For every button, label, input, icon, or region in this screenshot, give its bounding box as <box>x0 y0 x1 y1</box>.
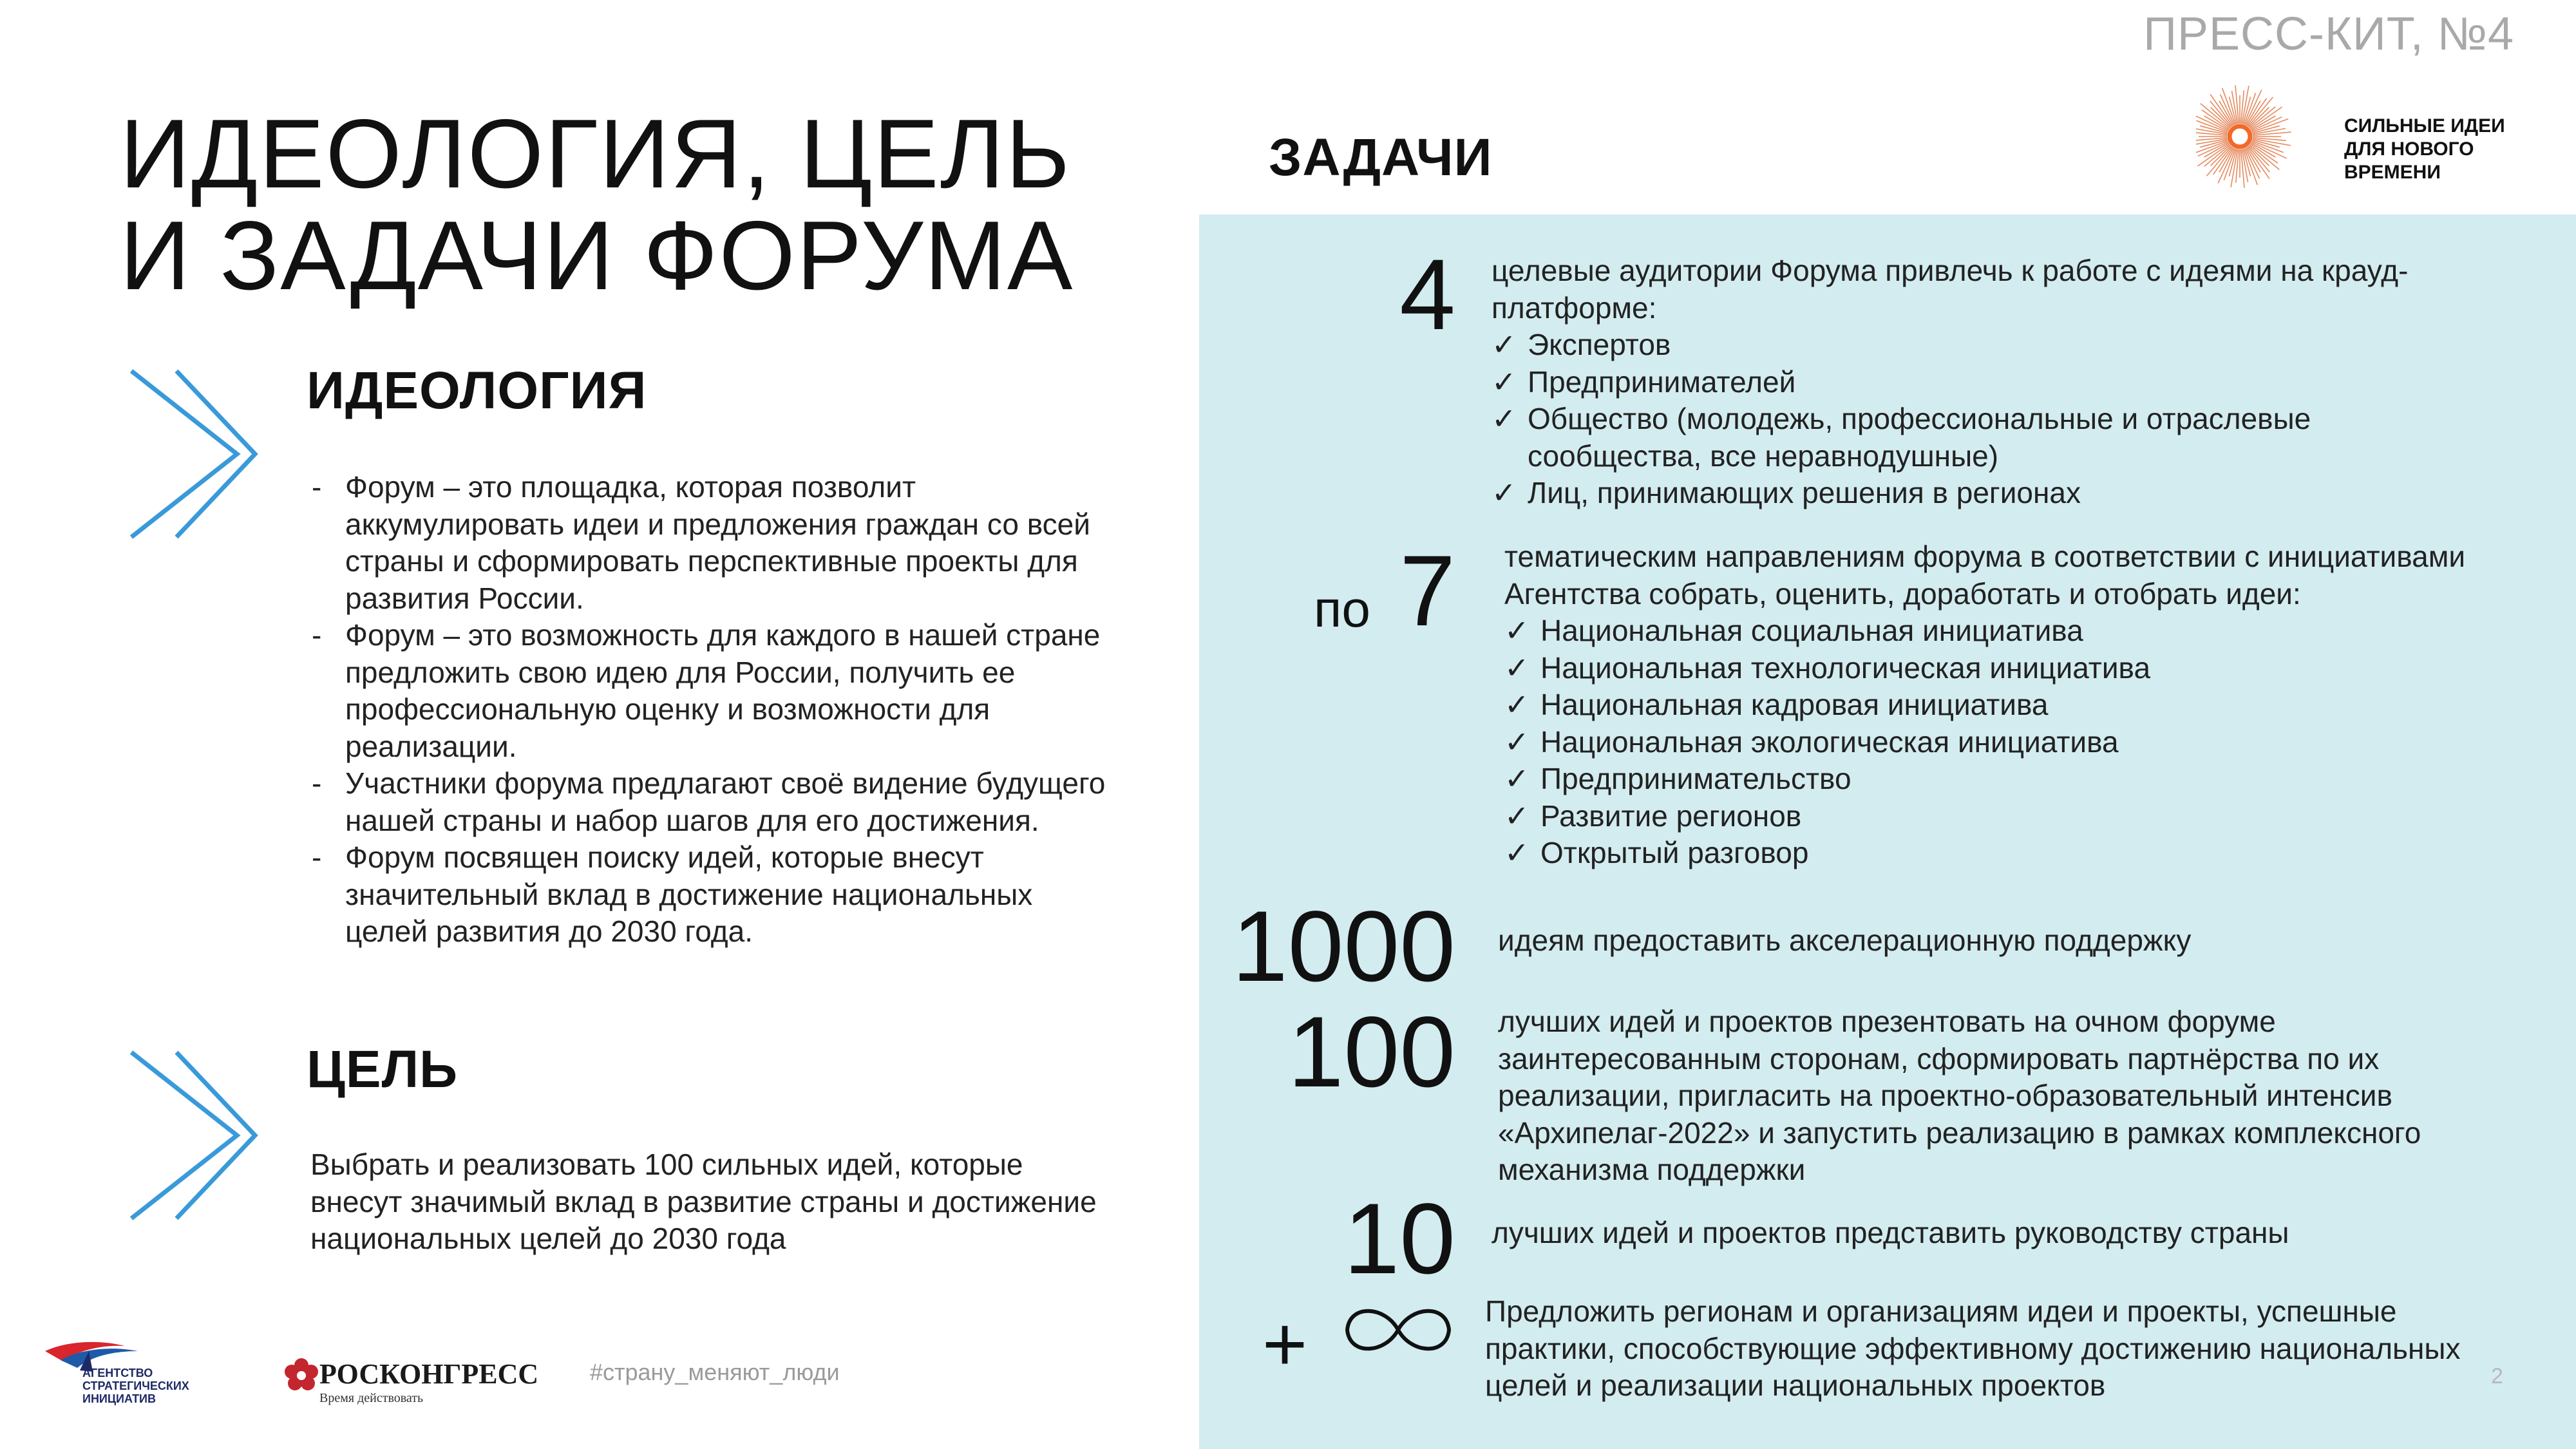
list-item: - Участники форума предлагают своё видение будущего нашей страны и набор шагов для его достижения. <box>312 765 1117 839</box>
hashtag: #страну_меняют_люди <box>590 1359 840 1385</box>
page-title-line-2: И ЗАДАЧИ ФОРУМА <box>120 201 1074 310</box>
task-3-number: 1000 <box>1231 891 1455 1003</box>
ideology-list <box>312 469 1117 951</box>
list-item: ✓ Национальная социальная инициатива <box>1504 612 2496 650</box>
task-1-number: 4 <box>1399 239 1455 351</box>
task-5-text: лучших идей и проектов представить руководству страны <box>1492 1216 2289 1249</box>
asi-logo-text <box>82 1367 189 1405</box>
task-6-text: Предложить регионам и организациям идеи и проекты, успешные практики, способствующие эффективному достижению национальных целей и реализации национальных проектов <box>1485 1294 2461 1402</box>
page-title-line-1: ИДЕОЛОГИЯ, ЦЕЛЬ <box>120 99 1072 209</box>
task-2-text: тематическим направлениям форума в соответствии с инициативами Агентства собрать, оценить, доработать и отобрать идеи: <box>1504 540 2466 611</box>
ideology-heading: ИДЕОЛОГИЯ <box>307 361 647 420</box>
list-item: ✓ Национальная экологическая инициатива <box>1504 724 2496 761</box>
task-1 <box>1492 252 2483 512</box>
list-item: ✓ Национальная кадровая инициатива <box>1504 687 2496 724</box>
goal-text: Выбрать и реализовать 100 сильных идей, которые внесут значимый вклад в развитие страны и достижение национальных целей до 2030 года <box>310 1148 1097 1255</box>
asi-line-3: ИНИЦИАТИВ <box>82 1392 156 1405</box>
list-item: ✓ Лиц, принимающих решения в регионах <box>1492 475 2483 512</box>
roscongress-slogan: Время действовать <box>319 1391 424 1405</box>
asi-line-1: АГЕНТСТВО <box>82 1367 153 1379</box>
task-2 <box>1504 538 2496 872</box>
roscongress-flower-icon <box>282 1356 321 1395</box>
task-4-number: 100 <box>1287 996 1455 1108</box>
roscongress-name: РОСКОНГРЕСС <box>319 1358 539 1390</box>
task-5-number: 10 <box>1343 1183 1455 1295</box>
press-kit-label: ПРЕСС-КИТ, №4 <box>2143 8 2514 60</box>
list-item: ✓ Открытый разговор <box>1504 835 2496 872</box>
list-item: - Форум – это площадка, которая позволит аккумулировать идеи и предложения граждан со всей страны и сформировать перспективные проекты для развития России. <box>312 469 1117 617</box>
list-item: ✓ Национальная технологическая инициатива <box>1504 650 2496 687</box>
list-item: - Форум – это возможность для каждого в нашей стране предложить свою идею для России, получить ее профессиональную оценку и возможности для реализации. <box>312 617 1117 765</box>
forum-logo-text: СИЛЬНЫЕ ИДЕИ ДЛЯ НОВОГО ВРЕМЕНИ <box>2344 115 2505 183</box>
infinity-icon <box>1337 1294 1459 1365</box>
page-number: 2 <box>2491 1364 2503 1388</box>
list-item: ✓ Общество (молодежь, профессиональные и отраслевые сообщества, все неравнодушные) <box>1492 401 2483 475</box>
task-1-text: целевые аудитории Форума привлечь к работе с идеями на крауд-платформе: <box>1492 254 2409 325</box>
task-1-checklist <box>1492 327 2483 512</box>
task-2-checklist <box>1504 612 2496 872</box>
asi-line-2: СТРАТЕГИЧЕСКИХ <box>82 1379 189 1392</box>
list-item: ✓ Предпринимательство <box>1504 761 2496 798</box>
goal-heading: ЦЕЛЬ <box>307 1040 459 1099</box>
chevron-double-right-icon <box>116 1042 270 1229</box>
page-title <box>120 99 1215 310</box>
list-item: ✓ Развитие регионов <box>1504 798 2496 835</box>
list-item: ✓ Экспертов <box>1492 327 2483 364</box>
list-item: ✓ Предпринимателей <box>1492 364 2483 401</box>
task-2-number: 7 <box>1399 535 1455 647</box>
chevron-double-right-icon <box>116 361 270 547</box>
task-6-plus: + <box>1262 1301 1308 1387</box>
task-2-prefix: по <box>1314 580 1370 638</box>
task-3-text: идеям предоставить акселерационную поддержку <box>1498 923 2192 957</box>
list-item: - Форум посвящен поиску идей, которые внесут значительный вклад в достижение национальных целей развития до 2030 года. <box>312 839 1117 951</box>
tasks-heading: ЗАДАЧИ <box>1269 128 1493 187</box>
task-4-text: лучших идей и проектов презентовать на очном форуме заинтересованным сторонам, сформировать партнёрства по их реализации, пригласить на проектно-образовательный интенсив «Архипелаг-2022» и запустить реализацию в рамках комплексного механизма поддержки <box>1498 1005 2421 1186</box>
